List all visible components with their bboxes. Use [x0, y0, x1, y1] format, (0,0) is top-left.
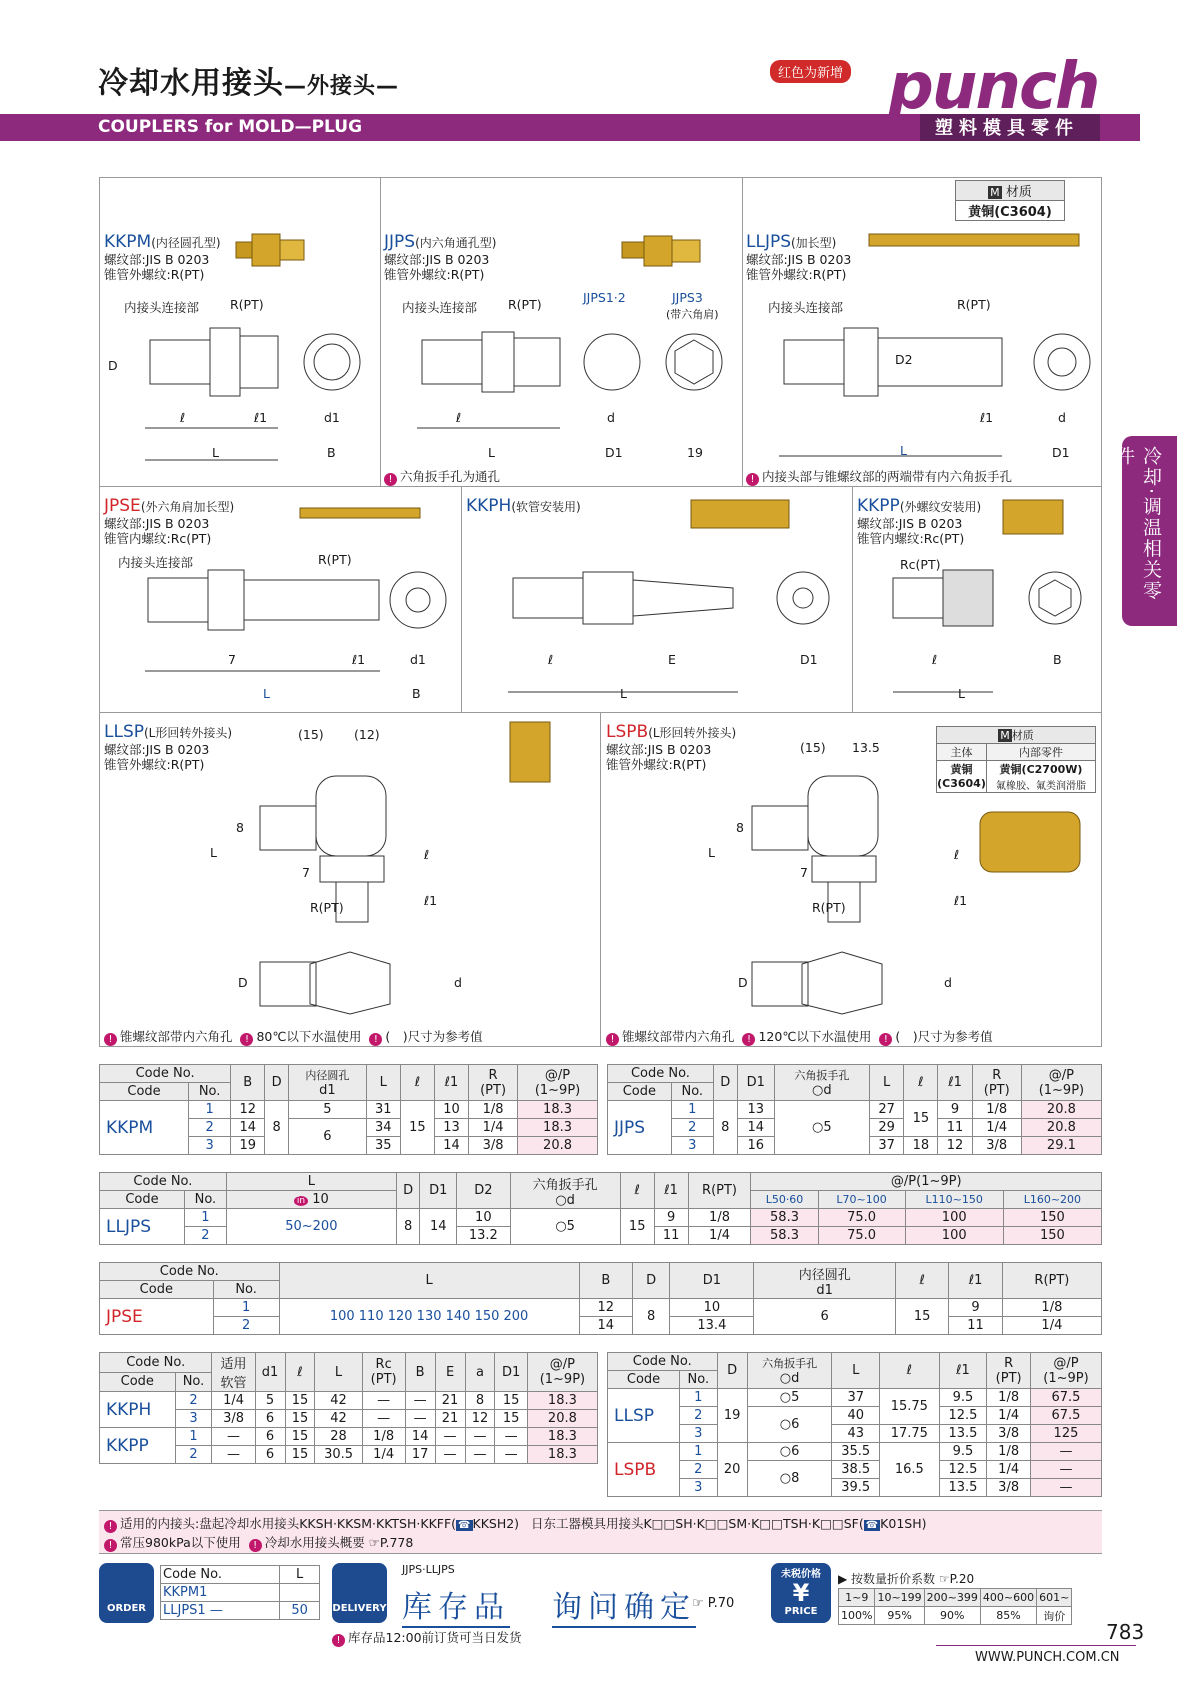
- label-L: L: [620, 686, 627, 701]
- label-l: ℓ: [932, 652, 938, 667]
- label-7: 7: [228, 652, 236, 667]
- label-r-pt: R(PT): [310, 900, 344, 915]
- label-D1: D1: [800, 652, 818, 667]
- label-d1: d1: [410, 652, 426, 667]
- table-jjps: Code No. D D1 六角扳手孔 ○d L ℓ ℓ1 R (PT) @/P (1~9P) Code No. JJPS 1 8 13 ○5 27 15 9 1/8 20.8 2 14 29 11 1/4 20.8 3 16 37 18 12 3/8 29.1: [607, 1064, 1102, 1155]
- label-connect: 内接头连接部: [402, 300, 478, 315]
- dim-15: (15): [298, 727, 324, 742]
- table-row: KKPP 1 — 6 15 28 1/8 14 — — — 18.3: [100, 1428, 598, 1446]
- panel-jpse: JPSE(外六角肩加长型) 螺纹部:JIS B 0203 锥管内螺纹:Rc(PT): [104, 496, 235, 546]
- label-19: 19: [687, 445, 703, 460]
- dim-13-5: 13.5: [852, 740, 880, 755]
- dim-12: (12): [354, 727, 380, 742]
- label-connect: 内接头连接部: [124, 300, 200, 315]
- note-pressure: ! 常压980kPa以下使用 ! 冷却水用接头概要 ☞P.778: [104, 1533, 413, 1552]
- panel-lljps: LLJPS(加长型) 螺纹部:JIS B 0203 锥管外螺纹:R(PT): [746, 232, 852, 282]
- label-l1: ℓ1: [352, 652, 366, 667]
- label-r-pt: R(PT): [318, 552, 352, 567]
- label-D: D: [108, 358, 118, 373]
- table-row: KKPH 2 1/4 5 15 42 — — 21 8 15 18.3: [100, 1392, 598, 1410]
- label-D1: D1: [1052, 445, 1070, 460]
- table-row: 2 13.2 11 1/4 58.3 75.0 100 150: [100, 1227, 1102, 1245]
- table-row: LSPB 1 20 ○6 35.5 16.5 9.5 1/8 —: [608, 1443, 1102, 1461]
- label-l1: ℓ1: [424, 893, 438, 908]
- llsp-notes: ! 锥螺纹部带内六角孔 ! 80℃以下水温使用 ! ( )尺寸为参考值: [104, 1027, 483, 1046]
- label-L: L: [212, 445, 219, 460]
- dim-15: (15): [800, 740, 826, 755]
- panel-kkpm: KKPM(内径圆孔型) 螺纹部:JIS B 0203 锥管外螺纹:R(PT): [104, 232, 221, 282]
- panel-lspb: LSPB(L形回转外接头) 螺纹部:JIS B 0203 锥管外螺纹:R(PT): [606, 722, 737, 772]
- punch-logo: punch: [888, 50, 1099, 124]
- panel-kkph: KKPH(软管安装用): [466, 496, 581, 516]
- discount-title: ▶ 按数量折价系数 ☞P.20: [838, 1572, 975, 1586]
- label-L: L: [210, 845, 217, 860]
- table-llsp: Code No. D 六角扳手孔 ○d L ℓ ℓ1 R (PT) @/P (1~9P) Code No. LLSP 1 19 ○5 37 15.75 9.5 1/8 67.5 2 ○6 40 12.5 1/4 67.5 3 43 17.75 13.5 3/8 125 LSPB 1 20 ○6 35.5 16.5 9.5 1/8 — 2 ○8 38.5 12.5 1/4 — 3 39.5 13.5 3/8 —: [607, 1352, 1102, 1497]
- label-L: L: [263, 686, 270, 701]
- lspb-notes: ! 锥螺纹部带内六角孔 ! 120℃以下水温使用 ! ( )尺寸为参考值: [606, 1027, 993, 1046]
- page-title: 冷却水用接头—外接头—: [98, 66, 400, 101]
- inquire-label: 询问确定: [552, 1582, 696, 1628]
- jpse-drawing: [100, 496, 460, 710]
- panel-llsp: LLSP(L形回转外接头) 螺纹部:JIS B 0203 锥管外螺纹:R(PT): [104, 722, 233, 772]
- label-d: d: [944, 975, 952, 990]
- label-L: L: [958, 686, 965, 701]
- label-B: B: [412, 686, 421, 701]
- stock-label: 库存品: [402, 1582, 510, 1628]
- brand-cn: 塑料模具零件: [935, 118, 1079, 139]
- label-r-pt: R(PT): [957, 297, 991, 312]
- material-box: M 材质 黄铜(C3604): [955, 180, 1065, 221]
- label-connect: 内接头连接部: [768, 300, 844, 315]
- label-l1: ℓ1: [254, 410, 268, 425]
- table-row: 2 ○8 38.5 12.5 1/4 —: [608, 1461, 1102, 1479]
- label-l: ℓ: [424, 847, 430, 862]
- label-L: L: [708, 845, 715, 860]
- label-B: B: [1053, 652, 1062, 667]
- table-row: 3 43 17.75 13.5 3/8 125: [608, 1425, 1102, 1443]
- kkpm-drawing: [100, 228, 380, 483]
- label-8: 8: [236, 820, 244, 835]
- label-jjps3: JJPS3: [672, 290, 703, 305]
- label-l1: ℓ1: [980, 410, 994, 425]
- note-compatible: ! 适用的内接头:盘起冷却水用接头KKSH·KKSM·KKTSH·KKFF( ☎ KKSH2) 日东工器模具用接头K□□SH·K□□SM·K□□TSH·K□□SF( ☎ K01SH): [104, 1514, 927, 1533]
- panel-kkpp: KKPP(外螺纹安装用) 螺纹部:JIS B 0203 锥管内螺纹:Rc(PT): [857, 496, 982, 546]
- label-E: E: [668, 652, 676, 667]
- side-tab[interactable]: 冷却·调温相关零件: [1122, 436, 1177, 626]
- lspb-drawing: [602, 716, 1100, 1016]
- table-row: LLJPS 1 50~200 8 14 10 ○5 15 9 1/8 58.3 75.0 100 150: [100, 1209, 1102, 1227]
- table-row: 3 16 37 18 12 3/8 29.1: [608, 1137, 1102, 1155]
- label-d1: d1: [324, 410, 340, 425]
- jjps-note: ! 六角扳手孔为通孔: [384, 467, 500, 486]
- lspb-material-box: M 材质 主体 内部零件 黄铜 (C3604) 黄铜(C2700W) 氟橡胶、氟类润滑脂: [936, 726, 1096, 793]
- label-r-pt: R(PT): [812, 900, 846, 915]
- lljps-drawing: [744, 228, 1104, 463]
- title-en: COUPLERS for MOLD—PLUG: [98, 117, 363, 137]
- table-row: 3 39.5 13.5 3/8 —: [608, 1479, 1102, 1497]
- table-jpse: Code No. L B D D1 内径圆孔 d1 ℓ ℓ1 R(PT) Code No. JPSE 1 100 110 120 130 140 150 200 12 8 10 6 15 9 1/8 2 14 13.4 11 1/4: [99, 1262, 1102, 1335]
- table-row: JJPS 1 8 13 ○5 27 15 9 1/8 20.8: [608, 1101, 1102, 1119]
- label-D2: D2: [895, 352, 913, 367]
- jjps-drawing: [382, 228, 742, 463]
- label-l1: ℓ1: [954, 893, 968, 908]
- label-jjps3-sub: (带六角肩): [666, 308, 719, 321]
- table-row: 2 — 6 15 30.5 1/4 17 — — — 18.3: [100, 1446, 598, 1464]
- delivery-small: JJPS·LLJPS: [402, 1563, 455, 1576]
- order-icon: ORDER: [99, 1563, 154, 1623]
- label-L: L: [488, 445, 495, 460]
- label-r-pt: R(PT): [230, 297, 264, 312]
- kkph-drawing: [463, 496, 851, 710]
- label-8: 8: [736, 820, 744, 835]
- discount-table: 1~9 10~199 200~399 400~600 601~ 100% 95% 90% 85% 询价: [838, 1588, 1072, 1625]
- order-example: Code No. L KKPM1 LLJPS1 — 50: [160, 1565, 320, 1620]
- label-l: ℓ: [954, 847, 960, 862]
- label-D: D: [738, 975, 748, 990]
- price-icon: 未税价格 ¥ PRICE: [771, 1563, 831, 1623]
- label-d: d: [607, 410, 615, 425]
- label-B: B: [327, 445, 336, 460]
- table-row: 3 3/8 6 15 42 — — 21 12 15 20.8: [100, 1410, 598, 1428]
- table-row: 3 19 35 14 3/8 20.8: [100, 1137, 598, 1155]
- site-url[interactable]: WWW.PUNCH.COM.CN: [975, 1650, 1120, 1665]
- table-kkpm: Code No. B D 内径圆孔 d1 L ℓ ℓ1 R (PT) @/P (1~9P) Code No. KKPM 1 12 8 5 31 15 10 1/8 18.3 2 14 6 34 13 1/4 18.3 3 19 35 14 3/8 20.8: [99, 1064, 598, 1155]
- llsp-drawing: [100, 716, 598, 1016]
- label-7: 7: [800, 865, 808, 880]
- delivery-icon: DELIVERY: [332, 1563, 387, 1623]
- delivery-ref: ☞ P.70: [692, 1596, 735, 1611]
- label-D1: D1: [605, 445, 623, 460]
- table-row: 2 14 29 11 1/4 20.8: [608, 1119, 1102, 1137]
- label-rc-pt: Rc(PT): [900, 557, 941, 572]
- lljps-note: ! 内接头部与锥螺纹部的两端带有内六角扳手孔: [746, 467, 1012, 486]
- label-d: d: [454, 975, 462, 990]
- label-connect: 内接头连接部: [118, 555, 194, 570]
- label-D: D: [238, 975, 248, 990]
- label-jjps12: JJPS1·2: [583, 290, 626, 305]
- label-l: ℓ: [548, 652, 554, 667]
- page-number: 783: [1106, 1620, 1145, 1644]
- table-kkph: Code No. 适用 软管 d1 ℓ L Rc (PT) B E a D1 @/P (1~9P) Code No. KKPH 2 1/4 5 15 42 — — 21 8 15 18.3 3 3/8 6 15 42 — — 21 12 15 20.8 KKPP 1 — 6 15 28 1/8 14 — — — 18.3 2 — 6 15 30.5 1/4 17 — — — 18.3: [99, 1352, 598, 1464]
- table-row: KKPM 1 12 8 5 31 15 10 1/8 18.3: [100, 1101, 598, 1119]
- label-d: d: [1058, 410, 1066, 425]
- table-row: 2 14 6 34 13 1/4 18.3: [100, 1119, 598, 1137]
- label-r-pt: R(PT): [508, 297, 542, 312]
- panel-jjps: JJPS(内六角通孔型) 螺纹部:JIS B 0203 锥管外螺纹:R(PT): [384, 232, 497, 282]
- new-badge: 红色为新增: [770, 60, 851, 83]
- table-row: LLSP 1 19 ○5 37 15.75 9.5 1/8 67.5: [608, 1389, 1102, 1407]
- table-row: 2 14 13.4 11 1/4: [100, 1317, 1102, 1335]
- label-L: L: [900, 443, 907, 458]
- delivery-note: ! 库存品12:00前订货可当日发货: [332, 1628, 522, 1647]
- table-row: JPSE 1 100 110 120 130 140 150 200 12 8 10 6 15 9 1/8: [100, 1299, 1102, 1317]
- kkpp-drawing: [853, 496, 1101, 710]
- label-l: ℓ: [456, 410, 462, 425]
- table-row: 2 ○6 40 12.5 1/4 67.5: [608, 1407, 1102, 1425]
- label-7: 7: [302, 865, 310, 880]
- table-lljps: Code No. L D D1 D2 六角扳手孔 ○d ℓ ℓ1 R(PT) @/P(1~9P) Code No. in 10 L50·60 L70~100 L110~150 L160~200 LLJPS 1 50~200 8 14 10 ○5 15 9 1/8 58.3 75.0 100 150 2 13.2 11 1/4 58.3 75.0 100 150: [99, 1172, 1102, 1245]
- label-l: ℓ: [180, 410, 186, 425]
